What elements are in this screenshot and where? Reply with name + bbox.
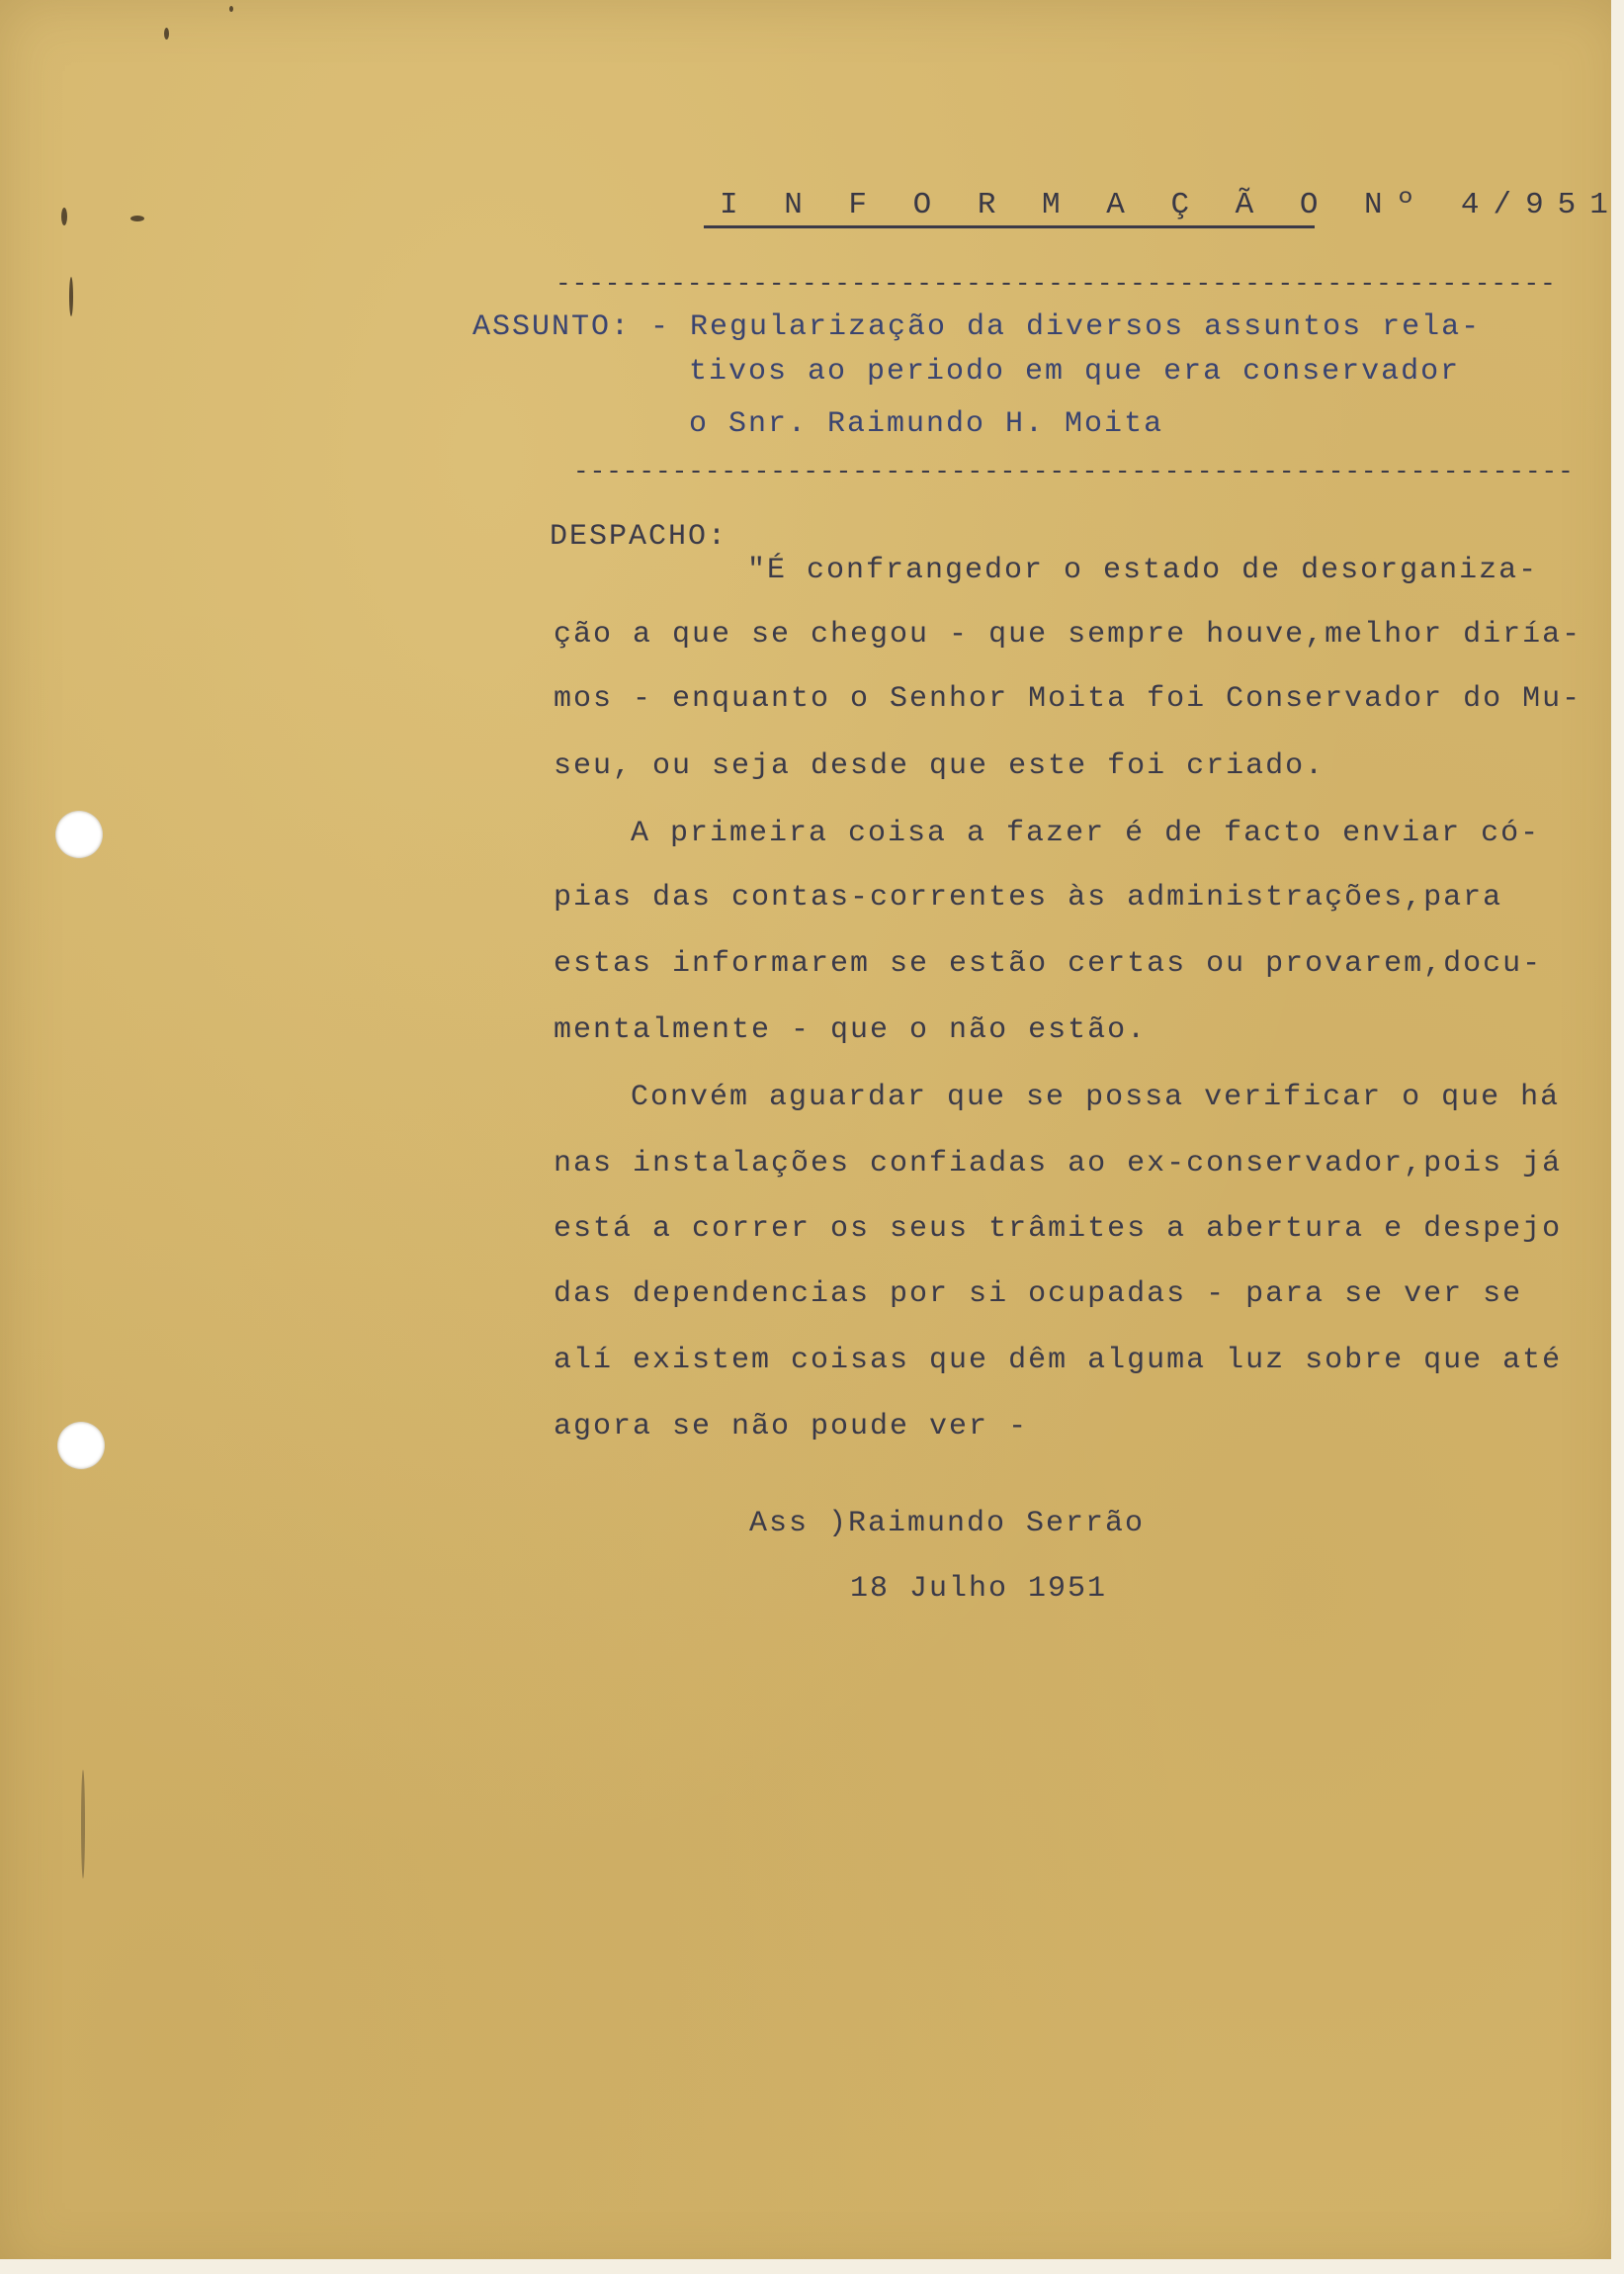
subject-line-3: o Snr. Raimundo H. Moita bbox=[689, 407, 1164, 441]
paper-speck bbox=[61, 208, 67, 225]
body-line: seu, ou seja desde que este foi criado. bbox=[554, 749, 1325, 783]
body-line: agora se não poude ver - bbox=[554, 1410, 1029, 1443]
body-line: nas instalações confiadas ao ex-conservador,pois já bbox=[554, 1147, 1563, 1181]
body-line: Convém aguardar que se possa verificar o que há bbox=[631, 1081, 1561, 1114]
body-line: das dependencias por si ocupadas - para se ver se bbox=[554, 1277, 1523, 1311]
body-line: pias das contas-correntes às administrações,para bbox=[554, 881, 1503, 915]
despacho-label: DESPACHO: bbox=[550, 520, 728, 554]
signature: Ass )Raimundo Serrão bbox=[749, 1507, 1146, 1540]
body-line: está a correr os seus trâmites a abertura e despejo bbox=[554, 1212, 1563, 1246]
body-line: A primeira coisa a fazer é de facto enviar có- bbox=[631, 817, 1541, 850]
body-line: mentalmente - que o não estão. bbox=[554, 1013, 1148, 1047]
paper-speck bbox=[164, 28, 169, 40]
body-line: mos - enquanto o Senhor Moita foi Conservador do Mu- bbox=[554, 682, 1582, 716]
subject-label: ASSUNTO: bbox=[472, 310, 632, 344]
separator-bottom: ------------------------------------------------------------- bbox=[573, 457, 1575, 486]
paper-speck bbox=[69, 277, 73, 316]
body-line: estas informarem se estão certas ou provarem,docu- bbox=[554, 947, 1543, 981]
scan-margin-bottom bbox=[0, 2259, 1624, 2274]
paper-speck bbox=[229, 6, 233, 12]
paper-speck bbox=[81, 1770, 85, 1879]
punch-hole-top bbox=[55, 811, 103, 858]
punch-hole-bottom bbox=[57, 1422, 105, 1469]
scan-margin-right bbox=[1611, 0, 1624, 2274]
date: 18 Julho 1951 bbox=[850, 1572, 1108, 1606]
body-line: ção a que se chegou - que sempre houve,melhor diría- bbox=[554, 618, 1582, 652]
paper-speck bbox=[130, 216, 144, 221]
body-line: alí existem coisas que dêm alguma luz sobre que até bbox=[554, 1344, 1563, 1377]
document-title: I N F O R M A Ç Ã O Nº 4/951 bbox=[720, 188, 1622, 222]
separator-top: ------------------------------------------------------------- bbox=[556, 269, 1557, 299]
body-line: "É confrangedor o estado de desorganiza- bbox=[747, 554, 1539, 587]
subject-line-1: - Regularização da diversos assuntos rela- bbox=[650, 310, 1482, 344]
title-underline bbox=[704, 225, 1315, 228]
subject-line-2: tivos ao periodo em que era conservador bbox=[689, 355, 1461, 389]
